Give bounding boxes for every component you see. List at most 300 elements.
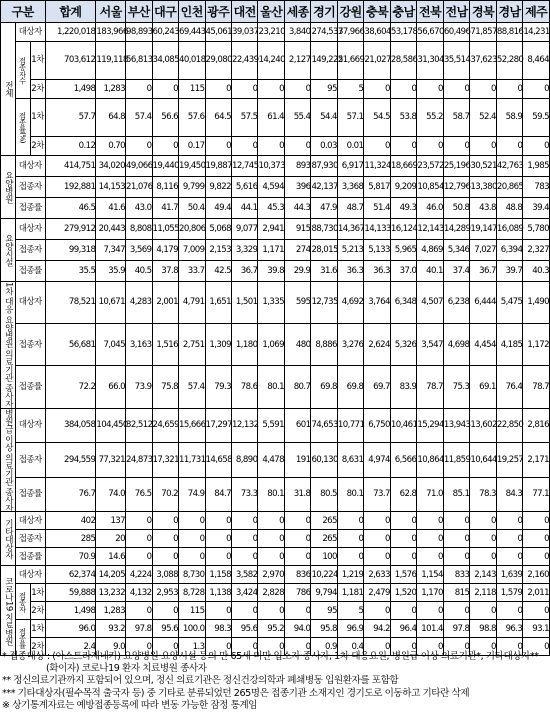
data-cell: 0 [205,548,231,566]
data-cell: 5,965 [390,240,416,261]
data-cell: 95.6 [152,620,178,638]
footnote-target: * 접종대상 : (아스트라제네카) 요양병원·요양시설 등의 만 65세 미만 입소자·종사자, 1차 대응요원, 병원급 이상 의료기관*, 기타대상자** [2,651,539,662]
data-cell: 1,220,018 [45,23,96,42]
table-row [1,548,550,566]
data-cell: 8,890 [231,443,257,478]
data-cell: 22,850 [496,408,522,443]
data-cell: 17,297 [205,408,231,443]
group-label: 요양시설 [1,219,16,282]
data-cell: 14,205 [96,566,126,584]
data-cell: 0 [443,80,469,99]
data-cell: 0 [337,548,363,566]
data-cell: 19,147 [470,219,496,240]
data-cell: 0 [523,137,550,156]
data-cell: 11,324 [364,156,390,177]
data-cell: 0 [470,548,496,566]
table-row [1,137,550,156]
data-cell: 0 [496,80,522,99]
data-cell: 0 [258,602,284,620]
data-cell: 0 [284,80,310,99]
data-cell: 31.8 [284,477,310,512]
data-cell: 2,153 [205,240,231,261]
data-cell: 4,507 [417,282,443,324]
data-cell: 0.70 [96,137,126,156]
data-cell: 23,210 [258,23,284,42]
data-cell: 28,015 [311,240,337,261]
table-row [1,443,550,478]
data-cell: 69.8 [311,366,337,408]
data-cell: 2,327 [523,240,550,261]
data-cell: 20,443 [96,219,126,240]
data-cell: 783 [523,177,550,198]
data-cell: 33.7 [179,261,205,282]
data-cell: 0 [390,80,416,99]
data-cell: 0 [364,638,390,656]
data-cell: 77,321 [96,443,126,478]
data-cell: 64.8 [96,99,126,137]
data-cell: 48.8 [496,198,522,219]
row-label: 접종자 [15,530,45,548]
group-label: 전체 [1,23,16,156]
header-row [1,1,550,23]
data-cell: 8,631 [337,443,363,478]
table-row [1,512,550,530]
table-row [1,282,550,324]
data-cell: 52,280 [496,42,522,80]
data-cell: 48.7 [337,198,363,219]
data-cell: 58.9 [496,99,522,137]
data-cell: 18,669 [390,156,416,177]
data-cell: 74,653 [311,408,337,443]
data-cell: 4,454 [470,324,496,366]
data-cell: 28,586 [390,42,416,80]
data-cell: 1,154 [417,566,443,584]
data-cell: 51.4 [364,198,390,219]
data-cell: 4,478 [258,443,284,478]
data-cell: 4,179 [152,240,178,261]
row-label: 접종률 [15,548,45,566]
data-cell: 39,037 [231,23,257,42]
data-cell: 0 [205,638,231,656]
header-cell: 제주 [523,1,550,23]
data-cell: 56,670 [417,23,443,42]
footnotes [2,651,548,712]
data-cell: 49.3 [390,198,416,219]
data-cell: 8,886 [311,324,337,366]
data-cell: 1,639 [496,566,522,584]
data-cell: 119,118 [96,42,126,80]
row-label: 접종률(%) [15,99,30,156]
data-cell: 42,763 [496,156,522,177]
group-label: 요양병원 [1,156,16,219]
data-cell: 0 [417,638,443,656]
dose-label: 1차 [30,42,45,80]
header-cell: 합계 [45,1,96,23]
header-cell: 대전 [231,1,257,23]
data-cell: 0.17 [179,137,205,156]
data-cell: 95.8 [311,620,337,638]
table-row [1,177,550,198]
data-cell: 0 [523,548,550,566]
data-cell: 53.8 [390,99,416,137]
data-cell: 0 [443,638,469,656]
data-cell: 4,974 [364,443,390,478]
data-cell: 80.1 [258,366,284,408]
data-cell: 49.4 [205,198,231,219]
data-cell: 19,887 [205,156,231,177]
data-cell: 100.0 [179,620,205,638]
data-cell: 0 [179,512,205,530]
row-label: 대상자 [15,408,45,443]
data-cell: 815 [443,584,469,602]
data-cell: 35.9 [96,261,126,282]
data-cell: 0 [390,137,416,156]
data-cell: 98.3 [205,620,231,638]
data-cell: 20 [96,530,126,548]
data-cell: 0 [152,548,178,566]
data-cell: 402 [45,512,96,530]
data-cell: 19,440 [152,156,178,177]
data-cell: 2.4 [45,638,96,656]
data-cell: 1,309 [205,324,231,366]
data-cell: 36.3 [364,261,390,282]
group-label: 1차 대응 요양병원 의료기관 종사자 [1,282,16,409]
footnote-psychiatric: ** 정신의료기관까지 포함되어 있으며, 정신 의료기관은 정신건강의학과 폐쇄병동 입원환자를 포함함 [2,675,399,687]
data-cell: 0 [337,530,363,548]
data-cell: 0.12 [45,137,96,156]
data-cell: 601 [284,408,310,443]
data-cell: 44.3 [284,198,310,219]
data-cell: 1,651 [205,282,231,324]
data-cell: 0 [152,137,178,156]
data-cell: 38,604 [364,23,390,42]
data-cell: 414,751 [45,156,96,177]
data-cell: 12,132 [231,408,257,443]
data-cell: 95.6 [231,620,257,638]
dose-label: 1차 [30,99,45,137]
data-cell: 87,930 [311,156,337,177]
header-cell: 전북 [417,1,443,23]
row-label: 대상자 [15,512,45,530]
header-cell: 경북 [470,1,496,23]
data-cell: 2,160 [523,566,550,584]
data-cell: 72.2 [45,366,96,408]
data-cell: 32,512 [126,408,152,443]
data-cell: 9,794 [311,584,337,602]
data-cell: 0 [523,512,550,530]
data-cell: 4,698 [443,324,469,366]
data-cell: 0 [258,530,284,548]
data-cell: 14,133 [364,219,390,240]
data-cell: 1,158 [205,566,231,584]
data-cell: 1,181 [337,584,363,602]
data-cell: 75.8 [152,366,178,408]
table-row [1,408,550,443]
data-cell: 10,864 [417,443,443,478]
data-cell: 0 [443,548,469,566]
data-cell: 57.7 [45,99,96,137]
data-cell: 285 [45,530,96,548]
table-row [1,366,550,408]
data-cell: 1,490 [523,282,550,324]
data-cell: 20,806 [179,219,205,240]
table-row [1,261,550,282]
data-cell: 9,209 [390,177,416,198]
data-cell: 74.9 [179,477,205,512]
data-cell: 0 [152,80,178,99]
data-cell: 8,116 [152,177,178,198]
data-cell: 0 [152,602,178,620]
data-cell: 2,828 [258,584,284,602]
data-cell: 31.6 [311,261,337,282]
data-cell: 2,127 [284,42,310,80]
data-cell: 57.5 [231,99,257,137]
data-cell: 43.8 [470,198,496,219]
dose-label: 2차 [30,80,45,99]
data-cell: 10,373 [258,156,284,177]
data-cell: 0 [258,137,284,156]
data-cell: 96.4 [390,620,416,638]
data-cell: 60,243 [152,23,178,42]
data-cell: 115 [179,602,205,620]
data-cell: 5 [337,602,363,620]
data-cell: 0 [496,602,522,620]
data-cell: 8,730 [179,566,205,584]
data-cell: 0 [443,137,469,156]
data-cell: 5,213 [337,240,363,261]
data-cell: 10,771 [337,408,363,443]
data-cell: 0 [417,512,443,530]
data-cell: 76.5 [126,477,152,512]
data-cell: 21,669 [337,42,363,80]
data-cell: 35,514 [443,42,469,80]
data-cell: 3,569 [126,240,152,261]
data-cell: 37.8 [152,261,178,282]
data-cell: 39.4 [523,198,550,219]
data-cell: 0 [443,602,469,620]
data-cell: 3,547 [417,324,443,366]
table-row [1,80,550,99]
table-row [1,602,550,620]
data-cell: 11,055 [152,219,178,240]
data-cell: 8,464 [523,42,550,80]
row-label: 접종률 [15,366,45,408]
data-cell: 29,080 [205,42,231,80]
data-cell: 14,231 [523,23,550,42]
dose-label: 2차 [30,602,45,620]
data-cell: 0 [337,512,363,530]
data-cell: 2,118 [470,584,496,602]
table-row [1,156,550,177]
header-cell: 강원 [337,1,363,23]
data-cell: 2,970 [258,566,284,584]
data-cell: 4,185 [496,324,522,366]
header-cell: 세종 [284,1,310,23]
data-cell: 6,238 [443,282,469,324]
data-cell: 5,068 [205,219,231,240]
data-cell: 12,143 [417,219,443,240]
header-cell: 부산 [126,1,152,23]
data-cell: 97.8 [126,620,152,638]
data-cell: 94.0 [284,620,310,638]
data-cell: 0 [470,602,496,620]
data-cell: 96.0 [45,620,96,638]
data-cell: 78.6 [231,366,257,408]
data-cell: 9,077 [231,219,257,240]
header-cell: 서울 [96,1,126,23]
data-cell: 35.5 [45,261,96,282]
data-cell: 88,730 [311,219,337,240]
header-cell: 경남 [496,1,522,23]
data-cell: 64.5 [205,99,231,137]
data-cell: 10,854 [417,177,443,198]
data-cell: 46.0 [417,198,443,219]
data-cell: 137 [96,512,126,530]
data-cell: 2,479 [364,584,390,602]
data-cell: 14.6 [96,548,126,566]
data-cell: 57.1 [337,99,363,137]
data-cell: 0 [523,530,550,548]
table-row [1,23,550,42]
data-cell: 9,799 [179,177,205,198]
data-cell: 62,374 [45,566,96,584]
data-cell: 0 [417,137,443,156]
data-cell: 16,089 [496,219,522,240]
group-label: 기타대상자 [1,512,16,566]
data-cell: 0 [258,512,284,530]
data-cell: 0 [284,512,310,530]
data-cell: 37,623 [470,42,496,80]
data-cell: 13,232 [96,584,126,602]
data-cell: 0 [231,530,257,548]
data-cell: 71.0 [417,477,443,512]
data-cell: 52.4 [470,99,496,137]
data-cell: 50.8 [443,198,469,219]
data-cell: 42,137 [311,177,337,198]
data-cell: 13,602 [470,408,496,443]
data-cell: 0 [205,512,231,530]
data-cell: 13,943 [443,408,469,443]
data-cell: 7,009 [179,240,205,261]
data-cell: 3,329 [231,240,257,261]
data-cell: 0 [443,530,469,548]
data-cell: 1,498 [45,80,96,99]
data-cell: 34,020 [96,156,126,177]
data-cell: 786 [284,584,310,602]
data-cell: 0 [364,80,390,99]
data-cell: 10,644 [470,443,496,478]
data-cell: 274 [284,240,310,261]
data-cell: 98,893 [126,23,152,42]
data-cell: 0 [231,80,257,99]
data-cell: 84.7 [205,477,231,512]
row-label: 접종률 [15,620,30,656]
data-cell: 13,380 [470,177,496,198]
table-row [1,620,550,638]
data-cell: 60,496 [443,23,469,42]
data-cell: 85.1 [443,477,469,512]
header-cell: 구분 [1,1,46,23]
data-cell: 1,170 [417,584,443,602]
data-cell: 45.3 [258,198,284,219]
data-cell: 95 [311,80,337,99]
data-cell: 836 [284,566,310,584]
dose-label: 1차 [30,584,45,602]
row-label: 접종률 [15,261,45,282]
data-cell: 0 [126,602,152,620]
data-cell: 3,764 [364,282,390,324]
data-cell: 71,857 [470,23,496,42]
data-cell: 3,582 [231,566,257,584]
data-cell: 833 [443,566,469,584]
data-cell: 0 [390,638,416,656]
data-cell: 57.4 [126,99,152,137]
data-cell: 2,171 [523,443,550,478]
data-cell: 0 [205,530,231,548]
data-cell: 41.6 [96,198,126,219]
data-cell: 23,572 [417,156,443,177]
data-cell: 66.0 [96,366,126,408]
data-cell: 6,444 [470,282,496,324]
data-cell: 73.3 [231,477,257,512]
data-cell: 54.4 [311,99,337,137]
data-cell: 78.7 [523,366,550,408]
row-label: 접종률 [15,198,45,219]
data-cell: 4,224 [126,566,152,584]
row-label: 대상자 [15,282,45,324]
data-cell: 1,219 [337,566,363,584]
data-cell: 7,027 [470,240,496,261]
row-label: 접종자 [15,443,45,478]
row-label: 접종자 [15,240,45,261]
data-cell: 46.5 [45,198,96,219]
data-cell: 265 [311,512,337,530]
data-cell: 1.3 [179,638,205,656]
data-cell: 1,516 [152,324,178,366]
data-cell: 55.2 [417,99,443,137]
data-cell: 0 [231,137,257,156]
header-cell: 광주 [205,1,231,23]
data-cell: 0 [179,530,205,548]
data-cell: 47.9 [311,198,337,219]
data-cell: 3,163 [126,324,152,366]
data-cell: 40.3 [523,261,550,282]
data-cell: 70.2 [152,477,178,512]
data-cell: 0 [470,638,496,656]
header-cell: 경기 [311,1,337,23]
data-cell: 78,521 [45,282,96,324]
data-cell: 12,796 [443,177,469,198]
data-cell: 14,240 [258,42,284,80]
data-cell: 36.7 [470,261,496,282]
data-cell: 0 [523,602,550,620]
row-label: 대상자 [15,566,45,584]
table-row [1,198,550,219]
header-cell: 대구 [152,1,178,23]
data-cell: 10,671 [96,282,126,324]
data-cell: 396 [284,177,310,198]
data-cell: 59,888 [45,584,96,602]
data-cell: 7,045 [96,324,126,366]
data-cell: 24,873 [126,443,152,478]
data-cell: 20,865 [496,177,522,198]
data-cell: 4,791 [179,282,205,324]
data-cell: 49,066 [126,156,152,177]
data-cell: 100 [311,548,337,566]
data-cell: 0 [470,80,496,99]
header-cell: 충북 [364,1,390,23]
data-cell: 83.9 [390,366,416,408]
